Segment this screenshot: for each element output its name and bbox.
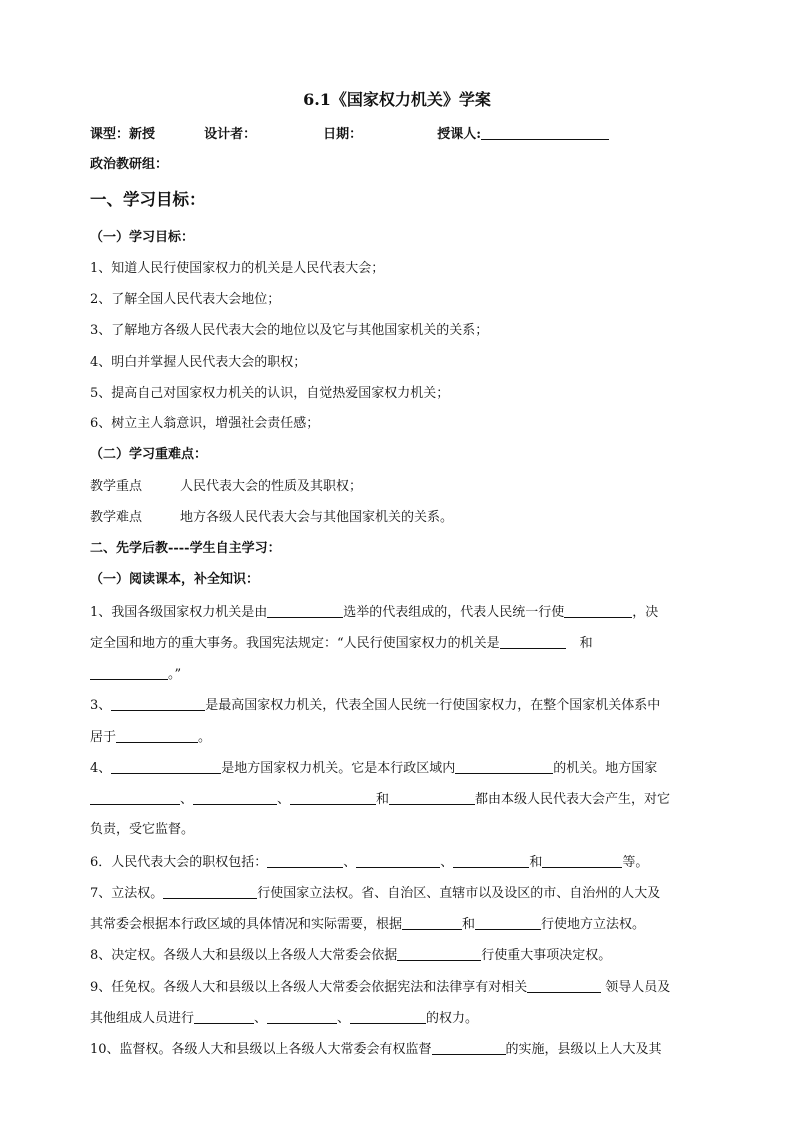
blank[interactable]	[267, 604, 343, 618]
section1-sub1: （一）学习目标：	[90, 230, 195, 245]
blank[interactable]	[542, 854, 622, 868]
question-1-line3: 。”	[90, 666, 181, 683]
section1-sub2: （二）学习重难点：	[90, 447, 208, 462]
blank[interactable]	[163, 885, 257, 899]
question-8-line1: 8、决定权。各级人大和县级以上各级人大常委会依据 行使重大事项决定权。	[90, 948, 612, 963]
goal-5: 5、提高自己对国家权力机关的认识，自觉热爱国家权力机关；	[90, 386, 450, 401]
group-label: 政治教研组：	[90, 157, 169, 172]
goal-3: 3、了解地方各级人民代表大会的地位以及它与其他国家机关的关系；	[90, 323, 489, 338]
blank[interactable]	[116, 729, 198, 743]
designer-label: 设计者：	[204, 127, 257, 142]
question-9-line2: 其他组成人员进行 、 、 的权力。	[90, 1011, 479, 1026]
question-7-line1: 7、立法权。 行使国家立法权。省、自治区、直辖市以及设区的市、自治州的人大及	[90, 886, 661, 901]
blank[interactable]	[193, 791, 277, 805]
question-6-line1: 6．人民代表大会的职权包括： 、 、 和 等。	[90, 855, 649, 870]
blank[interactable]	[267, 1010, 337, 1024]
key-point-text: 人民代表大会的性质及其职权；	[180, 479, 363, 494]
goal-4: 4、明白并掌握人民代表大会的职权；	[90, 355, 307, 370]
question-1-line1: 1、我国各级国家权力机关是由 选举的代表组成的，代表人民统一行使 ，决	[90, 605, 659, 620]
blank[interactable]	[500, 635, 566, 649]
teacher-label: 授课人:	[437, 127, 482, 142]
difficulty-text: 地方各级人民代表大会与其他国家机关的关系。	[180, 510, 454, 525]
blank[interactable]	[290, 791, 376, 805]
section2-sub1: （一）阅读课本，补全知识：	[90, 572, 260, 587]
blank[interactable]	[90, 791, 180, 805]
goal-2: 2、了解全国人民代表大会地位；	[90, 292, 281, 307]
question-7-line2: 其常委会根据本行政区域的具体情况和实际需要，根据 和 行使地方立法权。	[90, 917, 646, 932]
blank[interactable]	[267, 854, 343, 868]
blank[interactable]	[356, 854, 440, 868]
course-type: 课型：新授	[90, 127, 156, 142]
question-4-line3: 负责，受它监督。	[90, 822, 195, 837]
blank[interactable]	[455, 760, 553, 774]
blank[interactable]	[111, 760, 221, 774]
question-10-line1: 10、监督权。各级人大和县级以上各级人大常委会有权监督 的实施，县级以上人大及其	[90, 1042, 662, 1057]
blank[interactable]	[90, 666, 168, 680]
blank[interactable]	[111, 697, 205, 711]
blank[interactable]	[194, 1010, 254, 1024]
question-4-line1: 4、 是地方国家权力机关。它是本行政区域内 的机关。地方国家	[90, 761, 658, 776]
goal-1: 1、知道人民行使国家权力的机关是人民代表大会；	[90, 261, 385, 276]
difficulty-row	[90, 510, 453, 526]
blank[interactable]	[564, 604, 632, 618]
blank[interactable]	[475, 916, 541, 930]
difficulty-label: 教学难点	[90, 510, 143, 525]
blank[interactable]	[527, 979, 601, 993]
question-9-line1: 9、任免权。各级人大和县级以上各级人大常委会依据宪法和法律享有对相关 领导人员及	[90, 980, 671, 995]
blank[interactable]	[350, 1010, 426, 1024]
blank[interactable]	[432, 1041, 506, 1055]
meta-row	[90, 126, 609, 143]
page-title: 6.1《国家权力机关》学案	[303, 90, 491, 109]
blank[interactable]	[397, 947, 481, 961]
section1-heading: 一、学习目标：	[90, 190, 206, 209]
question-3-line1: 3、 是最高国家权力机关，代表全国人民统一行使国家权力，在整个国家机关体系中	[90, 698, 661, 713]
question-1-line2: 定全国和地方的重大事务。我国宪法规定：“人民行使国家权力的机关是 和	[90, 636, 593, 651]
key-point-label: 教学重点	[90, 479, 143, 494]
blank[interactable]	[389, 791, 475, 805]
blank[interactable]	[453, 854, 529, 868]
section2-heading: 二、先学后教----学生自主学习：	[90, 541, 281, 556]
question-4-line2: 、 、 和 都由本级人民代表大会产生，对它	[90, 791, 670, 808]
blank[interactable]	[402, 916, 462, 930]
key-point-row	[90, 479, 362, 495]
date-label: 日期：	[323, 127, 363, 142]
goal-6: 6、树立主人翁意识，增强社会责任感；	[90, 416, 320, 431]
teacher-blank[interactable]	[481, 126, 609, 140]
question-3-line2: 居于 。	[90, 730, 212, 745]
